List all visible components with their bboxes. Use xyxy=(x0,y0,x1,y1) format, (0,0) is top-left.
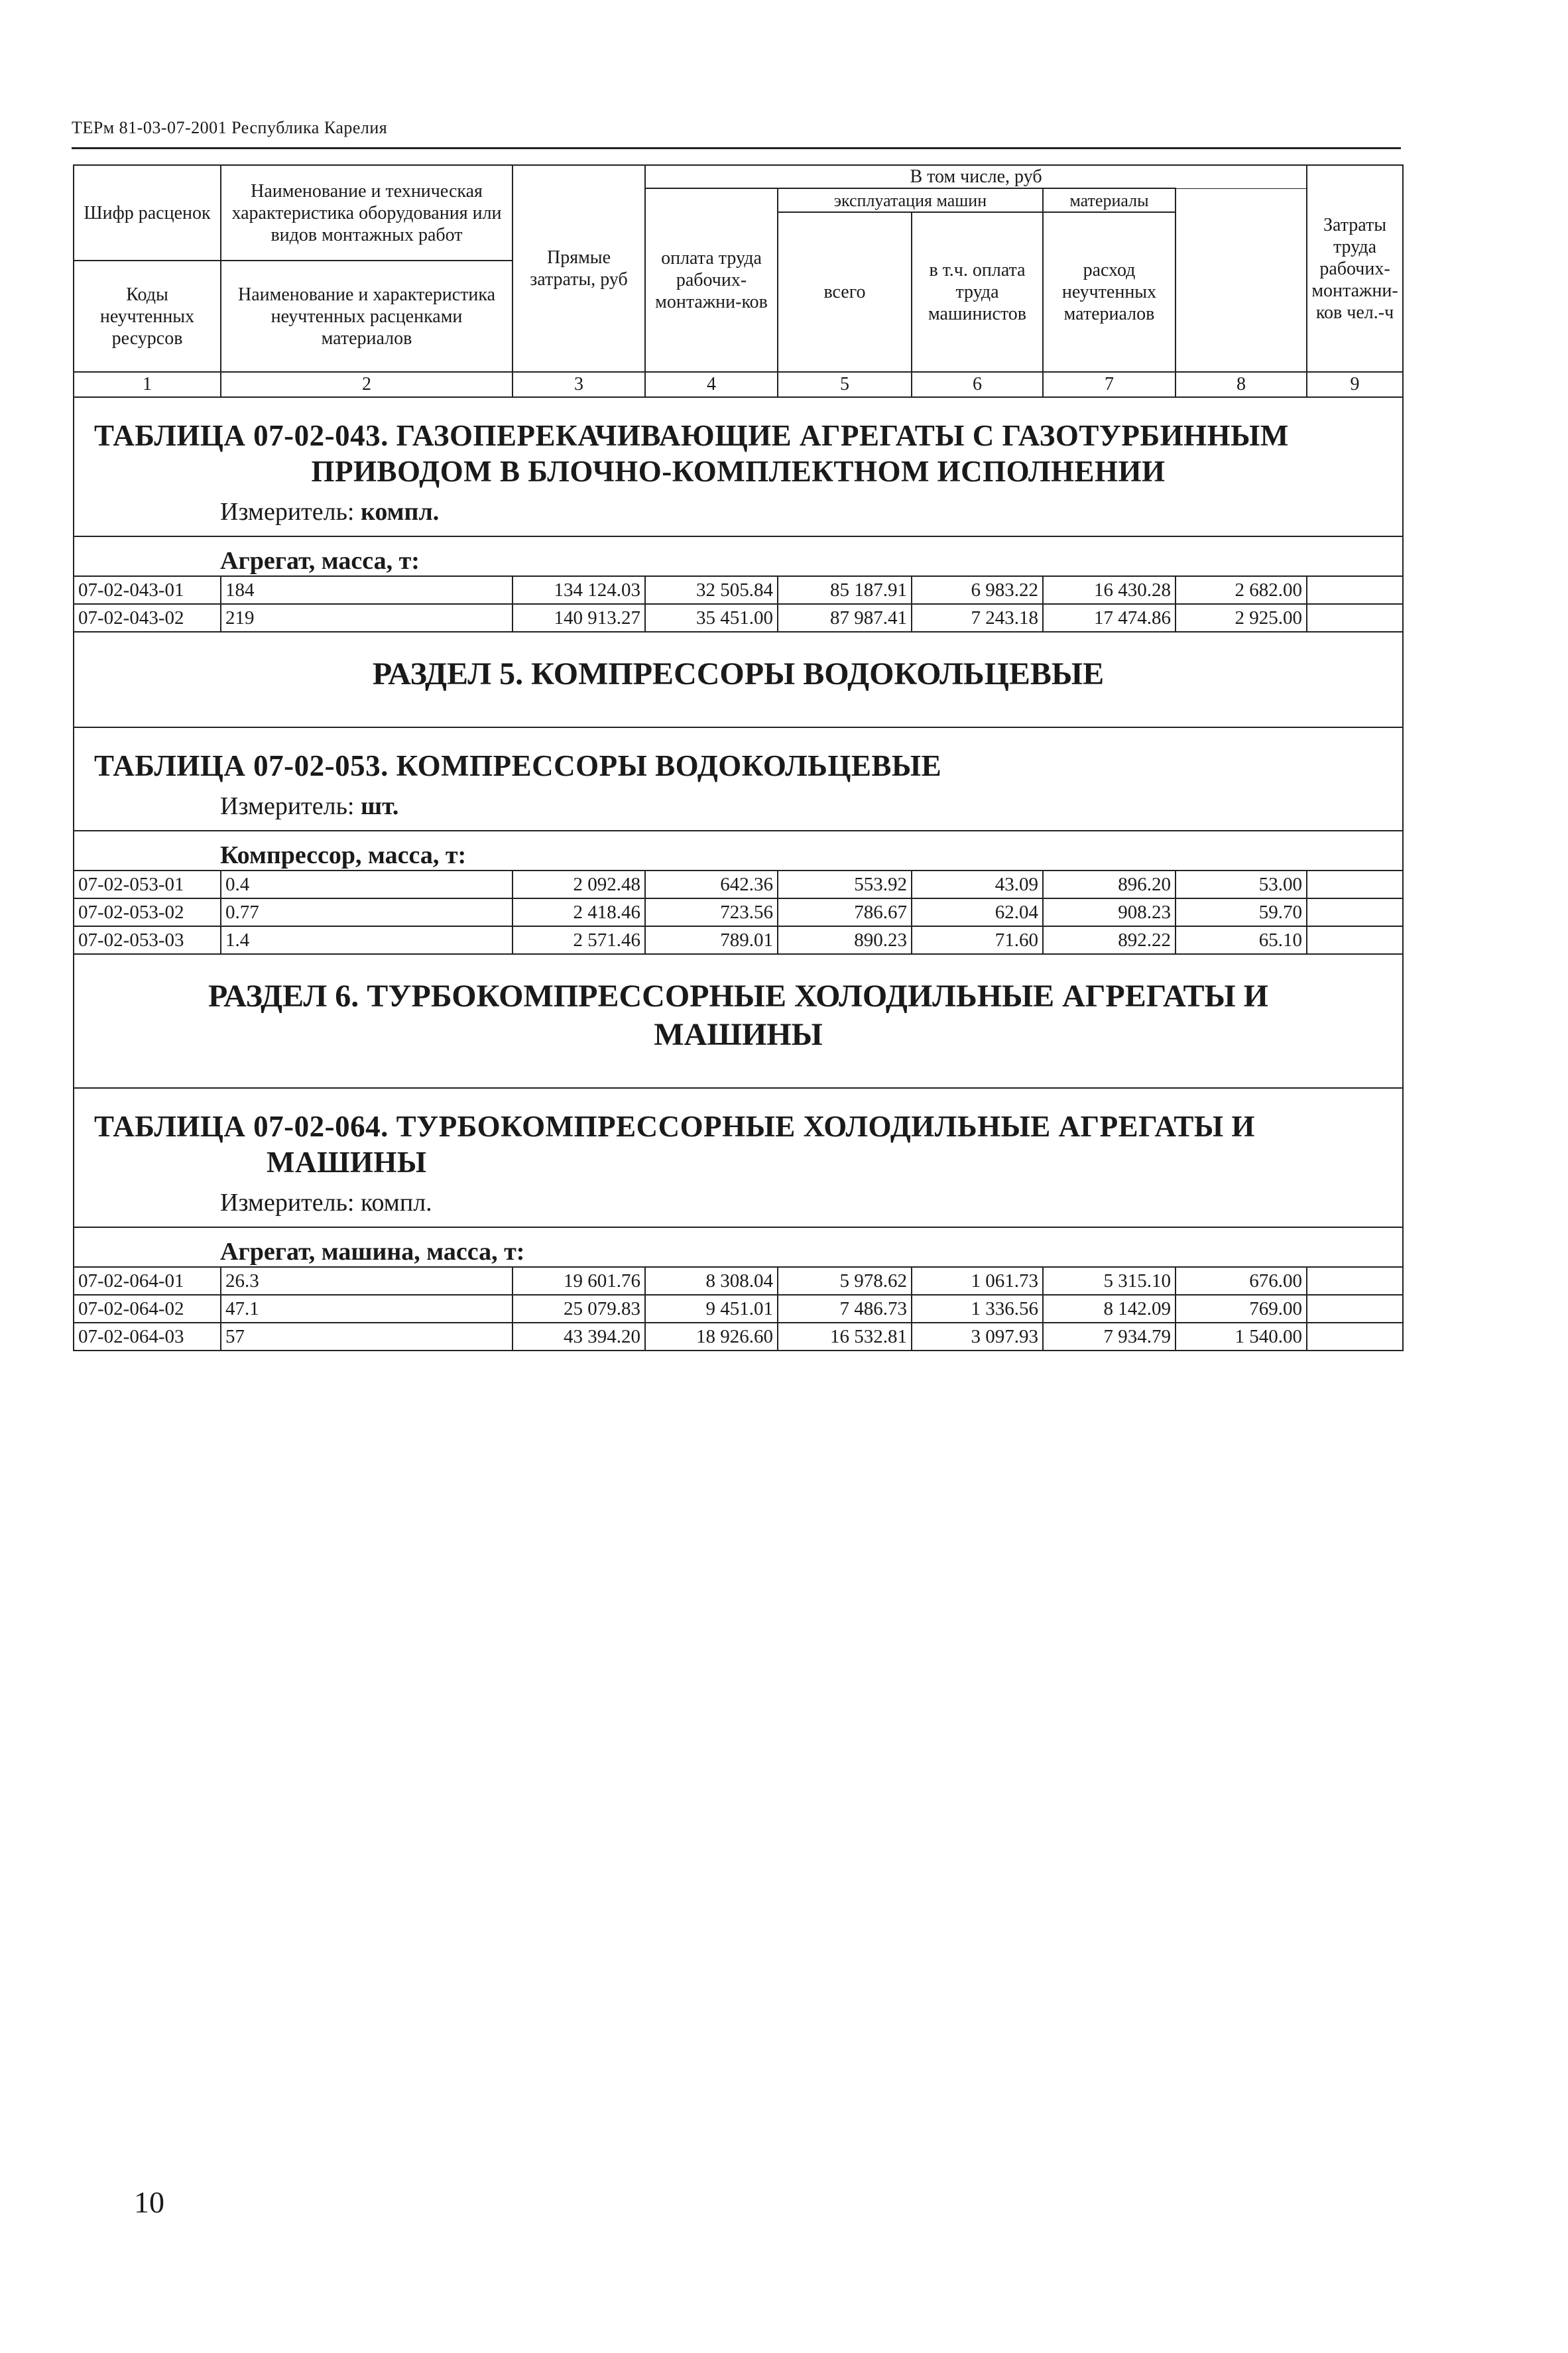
column-number: 3 xyxy=(513,372,645,397)
table-cell xyxy=(1307,1295,1403,1323)
table-cell: 676.00 xyxy=(1176,1267,1307,1295)
table-row xyxy=(74,871,1403,898)
table-cell: 892.22 xyxy=(1043,926,1176,954)
table-cell: 62.04 xyxy=(912,898,1043,926)
table-cell: 18 926.60 xyxy=(645,1323,778,1351)
section-title-row xyxy=(74,632,1403,727)
table-row xyxy=(74,576,1403,604)
table-cell: 769.00 xyxy=(1176,1295,1307,1323)
table-cell: 2 418.46 xyxy=(513,898,645,926)
table-cell: 9 451.01 xyxy=(645,1295,778,1323)
table-cell: 16 430.28 xyxy=(1043,576,1176,604)
table-cell: 553.92 xyxy=(778,871,912,898)
table-cell: 65.10 xyxy=(1176,926,1307,954)
table-cell: 789.01 xyxy=(645,926,778,954)
column-number: 5 xyxy=(778,372,912,397)
table-header xyxy=(74,165,1403,397)
group-label-row xyxy=(74,831,1403,871)
table-cell xyxy=(1307,926,1403,954)
table-cell: 07-02-064-03 xyxy=(74,1323,221,1351)
table-cell: 1.4 xyxy=(221,926,513,954)
table-cell: 2 682.00 xyxy=(1176,576,1307,604)
table-cell: 134 124.03 xyxy=(513,576,645,604)
table-cell: 5 315.10 xyxy=(1043,1267,1176,1295)
column-number: 6 xyxy=(912,372,1043,397)
measure-unit: Измеритель: компл. xyxy=(220,1189,432,1217)
machines-group-header: эксплуатация машин xyxy=(778,188,1043,212)
table-row xyxy=(74,1295,1403,1323)
table-cell: 908.23 xyxy=(1043,898,1176,926)
table-cell: 07-02-053-02 xyxy=(74,898,221,926)
table-cell: 25 079.83 xyxy=(513,1295,645,1323)
table-cell: 43 394.20 xyxy=(513,1323,645,1351)
table-cell: 85 187.91 xyxy=(778,576,912,604)
table-cell: 2 092.48 xyxy=(513,871,645,898)
table-cell: 1 336.56 xyxy=(912,1295,1043,1323)
column-number: 7 xyxy=(1043,372,1176,397)
table-cell: 07-02-053-01 xyxy=(74,871,221,898)
table-cell: 6 983.22 xyxy=(912,576,1043,604)
table-cell: 26.3 xyxy=(221,1267,513,1295)
table-cell: 8 308.04 xyxy=(645,1267,778,1295)
table-cell xyxy=(1307,604,1403,632)
table-cell xyxy=(1307,871,1403,898)
section-title: РАЗДЕЛ 6. ТУРБОКОМПРЕССОРНЫЕ ХОЛОДИЛЬНЫЕ АГРЕГАТЫ И МАШИНЫ xyxy=(208,979,1268,1052)
section-title: РАЗДЕЛ 5. КОМПРЕССОРЫ ВОДОКОЛЬЦЕВЫЕ xyxy=(372,656,1105,692)
table-title: ТАБЛИЦА 07-02-064. ТУРБОКОМПРЕССОРНЫЕ ХОЛОДИЛЬНЫЕ АГРЕГАТЫ И МАШИНЫ xyxy=(94,1110,1255,1179)
group-label: Компрессор, масса, т: xyxy=(220,841,467,869)
table-cell: 3 097.93 xyxy=(912,1323,1043,1351)
table-cell xyxy=(1307,576,1403,604)
table-cell: 35 451.00 xyxy=(645,604,778,632)
col-name-header: Наименование и техническая характеристика оборудования или видов монтажных работ xyxy=(221,165,513,261)
col-direct-costs-header: Прямые затраты, руб xyxy=(513,165,645,372)
table-cell: 1 540.00 xyxy=(1176,1323,1307,1351)
table-cell: 642.36 xyxy=(645,871,778,898)
col-code-header: Шифр расценок xyxy=(74,165,221,261)
table-cell: 16 532.81 xyxy=(778,1323,912,1351)
table-cell: 32 505.84 xyxy=(645,576,778,604)
col-operator-pay-header: в т.ч. оплата труда машинистов xyxy=(912,212,1043,372)
table-cell: 0.4 xyxy=(221,871,513,898)
table-cell: 71.60 xyxy=(912,926,1043,954)
table-cell: 47.1 xyxy=(221,1295,513,1323)
table-cell: 723.56 xyxy=(645,898,778,926)
table-title: ТАБЛИЦА 07-02-053. КОМПРЕССОРЫ ВОДОКОЛЬЦЕВЫЕ xyxy=(94,749,942,782)
table-cell: 07-02-043-02 xyxy=(74,604,221,632)
col-worker-pay-header: оплата труда рабочих-монтажни-ков xyxy=(645,188,778,372)
col-machines-total-header: всего xyxy=(778,212,912,372)
table-cell: 7 934.79 xyxy=(1043,1323,1176,1351)
table-cell: 140 913.27 xyxy=(513,604,645,632)
measure-unit: Измеритель: шт. xyxy=(220,792,399,820)
materials-group-header: материалы xyxy=(1043,188,1176,212)
table-cell: 2 571.46 xyxy=(513,926,645,954)
table-cell: 8 142.09 xyxy=(1043,1295,1176,1323)
column-number: 1 xyxy=(74,372,221,397)
group-label-row xyxy=(74,536,1403,576)
col-materials-header: расход неучтенных материалов xyxy=(1043,212,1176,372)
table-row xyxy=(74,604,1403,632)
col-labor-hours-header: Затраты труда рабочих-монтажни-ков чел.-ч xyxy=(1307,165,1403,372)
table-cell: 786.67 xyxy=(778,898,912,926)
table-cell: 5 978.62 xyxy=(778,1267,912,1295)
table-cell: 07-02-043-01 xyxy=(74,576,221,604)
table-cell: 07-02-064-02 xyxy=(74,1295,221,1323)
group-label: Агрегат, масса, т: xyxy=(220,547,420,575)
measure-unit: Измеритель: компл. xyxy=(220,498,440,526)
column-numbers-row xyxy=(74,372,1403,397)
col-resource-codes-header: Коды неучтенных ресурсов xyxy=(74,261,221,372)
table-cell xyxy=(1307,1267,1403,1295)
table-cell: 7 243.18 xyxy=(912,604,1043,632)
table-cell: 1 061.73 xyxy=(912,1267,1043,1295)
table-title: ТАБЛИЦА 07-02-043. ГАЗОПЕРЕКАЧИВАЮЩИЕ АГРЕГАТЫ С ГАЗОТУРБИННЫМ ПРИВОДОМ В БЛОЧНО-КОМПЛЕКТНОМ ИСПОЛНЕНИИ xyxy=(94,419,1289,488)
table-cell: 43.09 xyxy=(912,871,1043,898)
table-title-row xyxy=(74,397,1403,536)
price-table xyxy=(73,164,1404,1351)
table-cell: 0.77 xyxy=(221,898,513,926)
table-cell: 184 xyxy=(221,576,513,604)
table-title-row xyxy=(74,1088,1403,1227)
table-cell: 57 xyxy=(221,1323,513,1351)
table-cell: 87 987.41 xyxy=(778,604,912,632)
header-rule xyxy=(72,147,1401,149)
table-cell xyxy=(1307,1323,1403,1351)
table-cell: 07-02-053-03 xyxy=(74,926,221,954)
table-row xyxy=(74,926,1403,954)
including-group-header: В том числе, руб xyxy=(645,165,1307,188)
table-row xyxy=(74,898,1403,926)
table-cell: 219 xyxy=(221,604,513,632)
table-cell xyxy=(1307,898,1403,926)
table-cell: 7 486.73 xyxy=(778,1295,912,1323)
table-cell: 17 474.86 xyxy=(1043,604,1176,632)
column-number: 9 xyxy=(1307,372,1403,397)
table-cell: 896.20 xyxy=(1043,871,1176,898)
group-label: Агрегат, машина, масса, т: xyxy=(220,1238,525,1266)
group-label-row xyxy=(74,1227,1403,1267)
column-number: 8 xyxy=(1176,372,1307,397)
table-title-row xyxy=(74,727,1403,831)
table-row xyxy=(74,1323,1403,1351)
table-cell: 890.23 xyxy=(778,926,912,954)
col-materials-name-header: Наименование и характеристика неучтенных расценками материалов xyxy=(221,261,513,372)
table-cell: 19 601.76 xyxy=(513,1267,645,1295)
column-number: 4 xyxy=(645,372,778,397)
running-header: ТЕРм 81-03-07-2001 Республика Карелия xyxy=(72,118,388,137)
section-title-row xyxy=(74,954,1403,1088)
column-number: 2 xyxy=(221,372,513,397)
table-cell: 2 925.00 xyxy=(1176,604,1307,632)
table-cell: 07-02-064-01 xyxy=(74,1267,221,1295)
table-row xyxy=(74,1267,1403,1295)
table-cell: 59.70 xyxy=(1176,898,1307,926)
page-number: 10 xyxy=(134,2185,164,2219)
table-cell: 53.00 xyxy=(1176,871,1307,898)
